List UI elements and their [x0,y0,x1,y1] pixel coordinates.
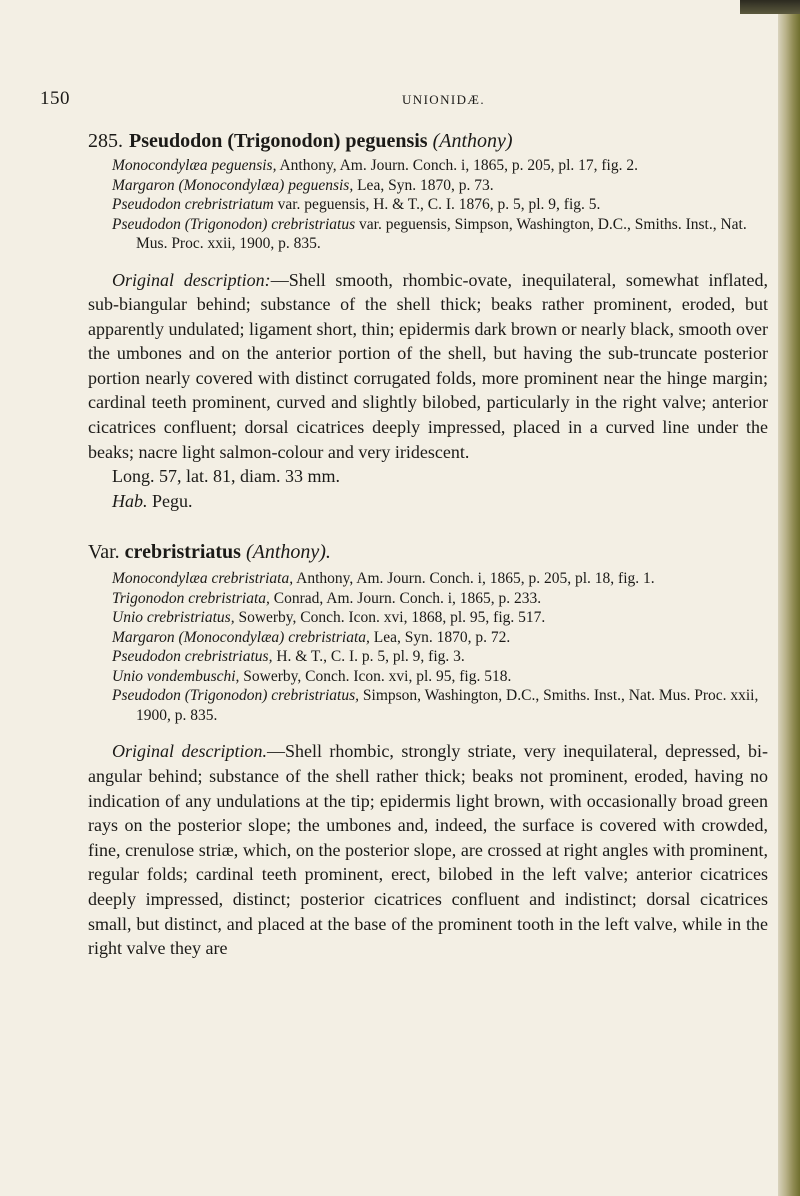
species-description [88,268,768,465]
variety-prefix: Var. [88,541,125,564]
description-label: Original description. [112,741,267,762]
synonym-entry: Unio crebristriatus, Sowerby, Conch. Icon. xvi, 1868, pl. 95, fig. 517. [112,609,546,627]
synonym-entry: Monocondylæa peguensis, Anthony, Am. Journ. Conch. i, 1865, p. 205, pl. 17, fig. 2. [112,157,638,174]
synonym-entry: Pseudodon crebristriatum var. peguensis, H. & T., C. I. 1876, p. 5, pl. 9, fig. 5. [112,196,601,213]
habitat-value: Pegu. [147,490,193,511]
main-text [88,128,768,961]
species-name: Pseudodon (Trigonodon) peguensis [129,130,428,152]
synonym-entry: Pseudodon (Trigonodon) crebristriatus var. peguensis, Simpson, Washington, D.C., Smiths. Inst., Nat. Mus. Proc. xxii, 1900, p. 835. [112,215,747,252]
running-head [0,88,800,112]
synonym-entry: Unio vondembuschi, Sowerby, Conch. Icon. xvi, pl. 95, fig. 518. [112,667,512,685]
species-heading [88,128,768,154]
species-measurements: Long. 57, lat. 81, diam. 33 mm. [112,466,340,487]
synonym-entry: Trigonodon crebristriata, Conrad, Am. Journ. Conch. i, 1865, p. 233. [112,589,542,607]
synonym-entry: Monocondylæa crebristriata, Anthony, Am. Journ. Conch. i, 1865, p. 205, pl. 18, fig. 1. [112,570,655,588]
variety-description [88,739,768,960]
page-corner-shadow [740,0,800,14]
variety-author: (Anthony). [245,541,331,564]
section-title: UNIONIDÆ. [402,92,486,107]
description-text: —Shell rhombic, strongly striate, very inequilateral, depressed, bi-angular behind; substance of the shell rather thick; beaks not prominent, eroded, having no indication of any undulations at the tip; epidermis light brown, with occasionally broad green rays on the posterior slope; the umbones and, indeed, the surface is covered with crowded, fine, crenulose striæ, which, on the posterior slope, are crossed at right angles with prominent, regular folds; cardinal teeth prominent, erect, bilobed in the left valve; anterior cicatrices deeply impressed, distinct; posterior cicatrices confluent and indistinct; dorsal cicatrices small, but distinct, and placed at the base of the prominent tooth in the left valve, while in the right valve they are [88,741,768,959]
page-edge [778,0,800,1196]
habitat-label: Hab. [112,490,148,511]
variety-synonymy [88,569,768,725]
species-number: 285. [88,130,123,152]
synonym-entry: Pseudodon (Trigonodon) crebristriatus, Simpson, Washington, D.C., Smiths. Inst., Nat. Mus. Proc. xxii, 1900, p. 835. [112,687,759,724]
variety-name: crebristriatus [124,541,241,564]
description-text: —Shell smooth, rhombic-ovate, inequilateral, somewhat inflated, sub-biangular behind; substance of the shell thick; beaks rather prominent, eroded, but apparently undulated; ligament short, thin; epidermis dark brown or nearly black, smooth over the umbones and on the anterior portion of the shell, but having the sub-truncate posterior portion nearly covered with distinct corrugated folds, more prominent near the hinge margin; cardinal teeth prominent, curved and slightly bilobed, particularly in the right valve; anterior cicatrices confluent; dorsal cicatrices deeply impressed, placed in a curved line under the beaks; nacre light salmon-colour and very iridescent. [88,269,768,462]
variety-heading [88,539,768,565]
synonym-entry: Margaron (Monocondylæa) crebristriata, Lea, Syn. 1870, p. 72. [112,628,511,646]
species-synonymy [88,156,768,254]
description-label: Original description: [112,269,271,290]
synonym-entry: Margaron (Monocondylæa) peguensis, Lea, Syn. 1870, p. 73. [112,176,494,194]
species-author: (Anthony) [432,130,513,152]
page-number: 150 [40,88,70,109]
species-habitat [88,489,768,514]
synonym-entry: Pseudodon crebristriatus, H. & T., C. I. p. 5, pl. 9, fig. 3. [112,648,465,666]
